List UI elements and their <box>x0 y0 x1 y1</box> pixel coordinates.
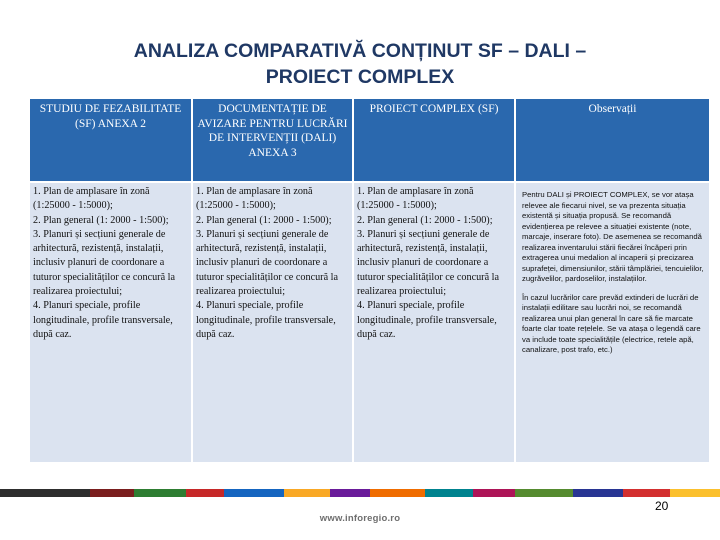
cell-sf-content <box>30 182 192 462</box>
footer-bar-segment <box>330 489 370 497</box>
footer-bar-segment <box>0 489 90 497</box>
header-sf: STUDIU DE FEZABILITATE (SF) ANEXA 2 <box>30 99 192 182</box>
list-item: 3. Planuri și secțiuni generale de arhitectură, rezistență, instalații, inclusiv planuri de coordonare a tuturor specialităților ce concură la realizarea proiectului; <box>357 228 499 298</box>
footer-bar-segment <box>623 489 670 497</box>
footer-bar-segment <box>573 489 623 497</box>
list-item: 1. Plan de amplasare în zonă (1:25000 - 1:5000); <box>196 186 313 212</box>
slide-title-line-1: ANALIZA COMPARATIVĂ CONȚINUT SF – DALI – <box>133 40 587 62</box>
footer-bar-segment <box>90 489 134 497</box>
slide-title <box>0 38 720 90</box>
footer-bar-segment <box>186 489 224 497</box>
list-item: 1. Plan de amplasare în zonă (1:25000 - 1:5000); <box>357 186 474 212</box>
list-item: 3. Planuri și secțiuni generale de arhitectură, rezistență, instalații, inclusiv planuri de coordonare a tuturor specialităților ce concură la realizarea proiectului; <box>196 228 338 298</box>
list-item: 2. Plan general (1: 2000 - 1:500); <box>196 214 332 226</box>
list-item: 4. Planuri speciale, profile longitudinale, profile transversale, după caz. <box>357 300 497 340</box>
footer-bar-segment <box>473 489 515 497</box>
comparison-table <box>30 99 709 462</box>
note-paragraph: Pentru DALI și PROIECT COMPLEX, se vor atașa relevee ale fiecarui nivel, se va prezenta situația existentă și situația propusă. Se recomandă evidențierea pe relevee a situației existente (note, marcaje, inserare foto). De asemenea se recomandă realizarea inventarului stării fiecărei încăperi prin extragerea unui medalion al incaperii și precizarea suprafeței, dimensiunilor, stării tâmplăriei, tencuielilor, zugrăvelilor, pardoselilor, instalațiilor. <box>522 190 704 283</box>
cell-observatii-content <box>515 182 709 462</box>
footer-bar-segment <box>670 489 720 497</box>
list-item: 4. Planuri speciale, profile longitudinale, profile transversale, după caz. <box>33 300 173 340</box>
footer-url: www.inforegio.ro <box>319 513 401 524</box>
footer-bar-segment <box>425 489 473 497</box>
list-item: 3. Planuri și secțiuni generale de arhitectură, rezistență, instalații, inclusiv planuri de coordonare a tuturor specialităților ce concură la realizarea proiectului; <box>33 228 175 298</box>
footer-bar-segment <box>515 489 573 497</box>
list-item: 2. Plan general (1: 2000 - 1:500); <box>357 214 493 226</box>
header-proiect-complex: PROIECT COMPLEX (SF) <box>353 99 515 182</box>
table-header-row <box>30 99 709 182</box>
table-row <box>30 182 709 462</box>
header-observatii: Observații <box>515 99 709 182</box>
footer-bar-segment <box>284 489 330 497</box>
page-number: 20 <box>655 499 669 513</box>
list-item: 4. Planuri speciale, profile longitudinale, profile transversale, după caz. <box>196 300 336 340</box>
slide-title-line-2: PROIECT COMPLEX <box>265 66 455 88</box>
list-item: 1. Plan de amplasare în zonă (1:25000 - 1:5000); <box>33 186 150 212</box>
cell-dali-content <box>192 182 353 462</box>
footer-color-bar <box>0 489 720 497</box>
note-paragraph: În cazul lucrărilor care prevăd extinderi de lucrări de instalații edilitare sau lucrări noi, se recomandă realizarea unui plan general în care să fie marcate foarte clar toate rețelele. Se va atașa o legendă care va include toate specialitățile (electrice, retele apă, canalizare, post trafo, etc.) <box>522 292 701 354</box>
footer-bar-segment <box>134 489 186 497</box>
cell-proiect-complex-content <box>353 182 515 462</box>
footer-bar-segment <box>370 489 425 497</box>
footer-bar-segment <box>224 489 284 497</box>
header-dali: DOCUMENTAȚIE DE AVIZARE PENTRU LUCRĂRI DE INTERVENȚII (DALI) ANEXA 3 <box>192 99 353 182</box>
list-item: 2. Plan general (1: 2000 - 1:500); <box>33 214 169 226</box>
